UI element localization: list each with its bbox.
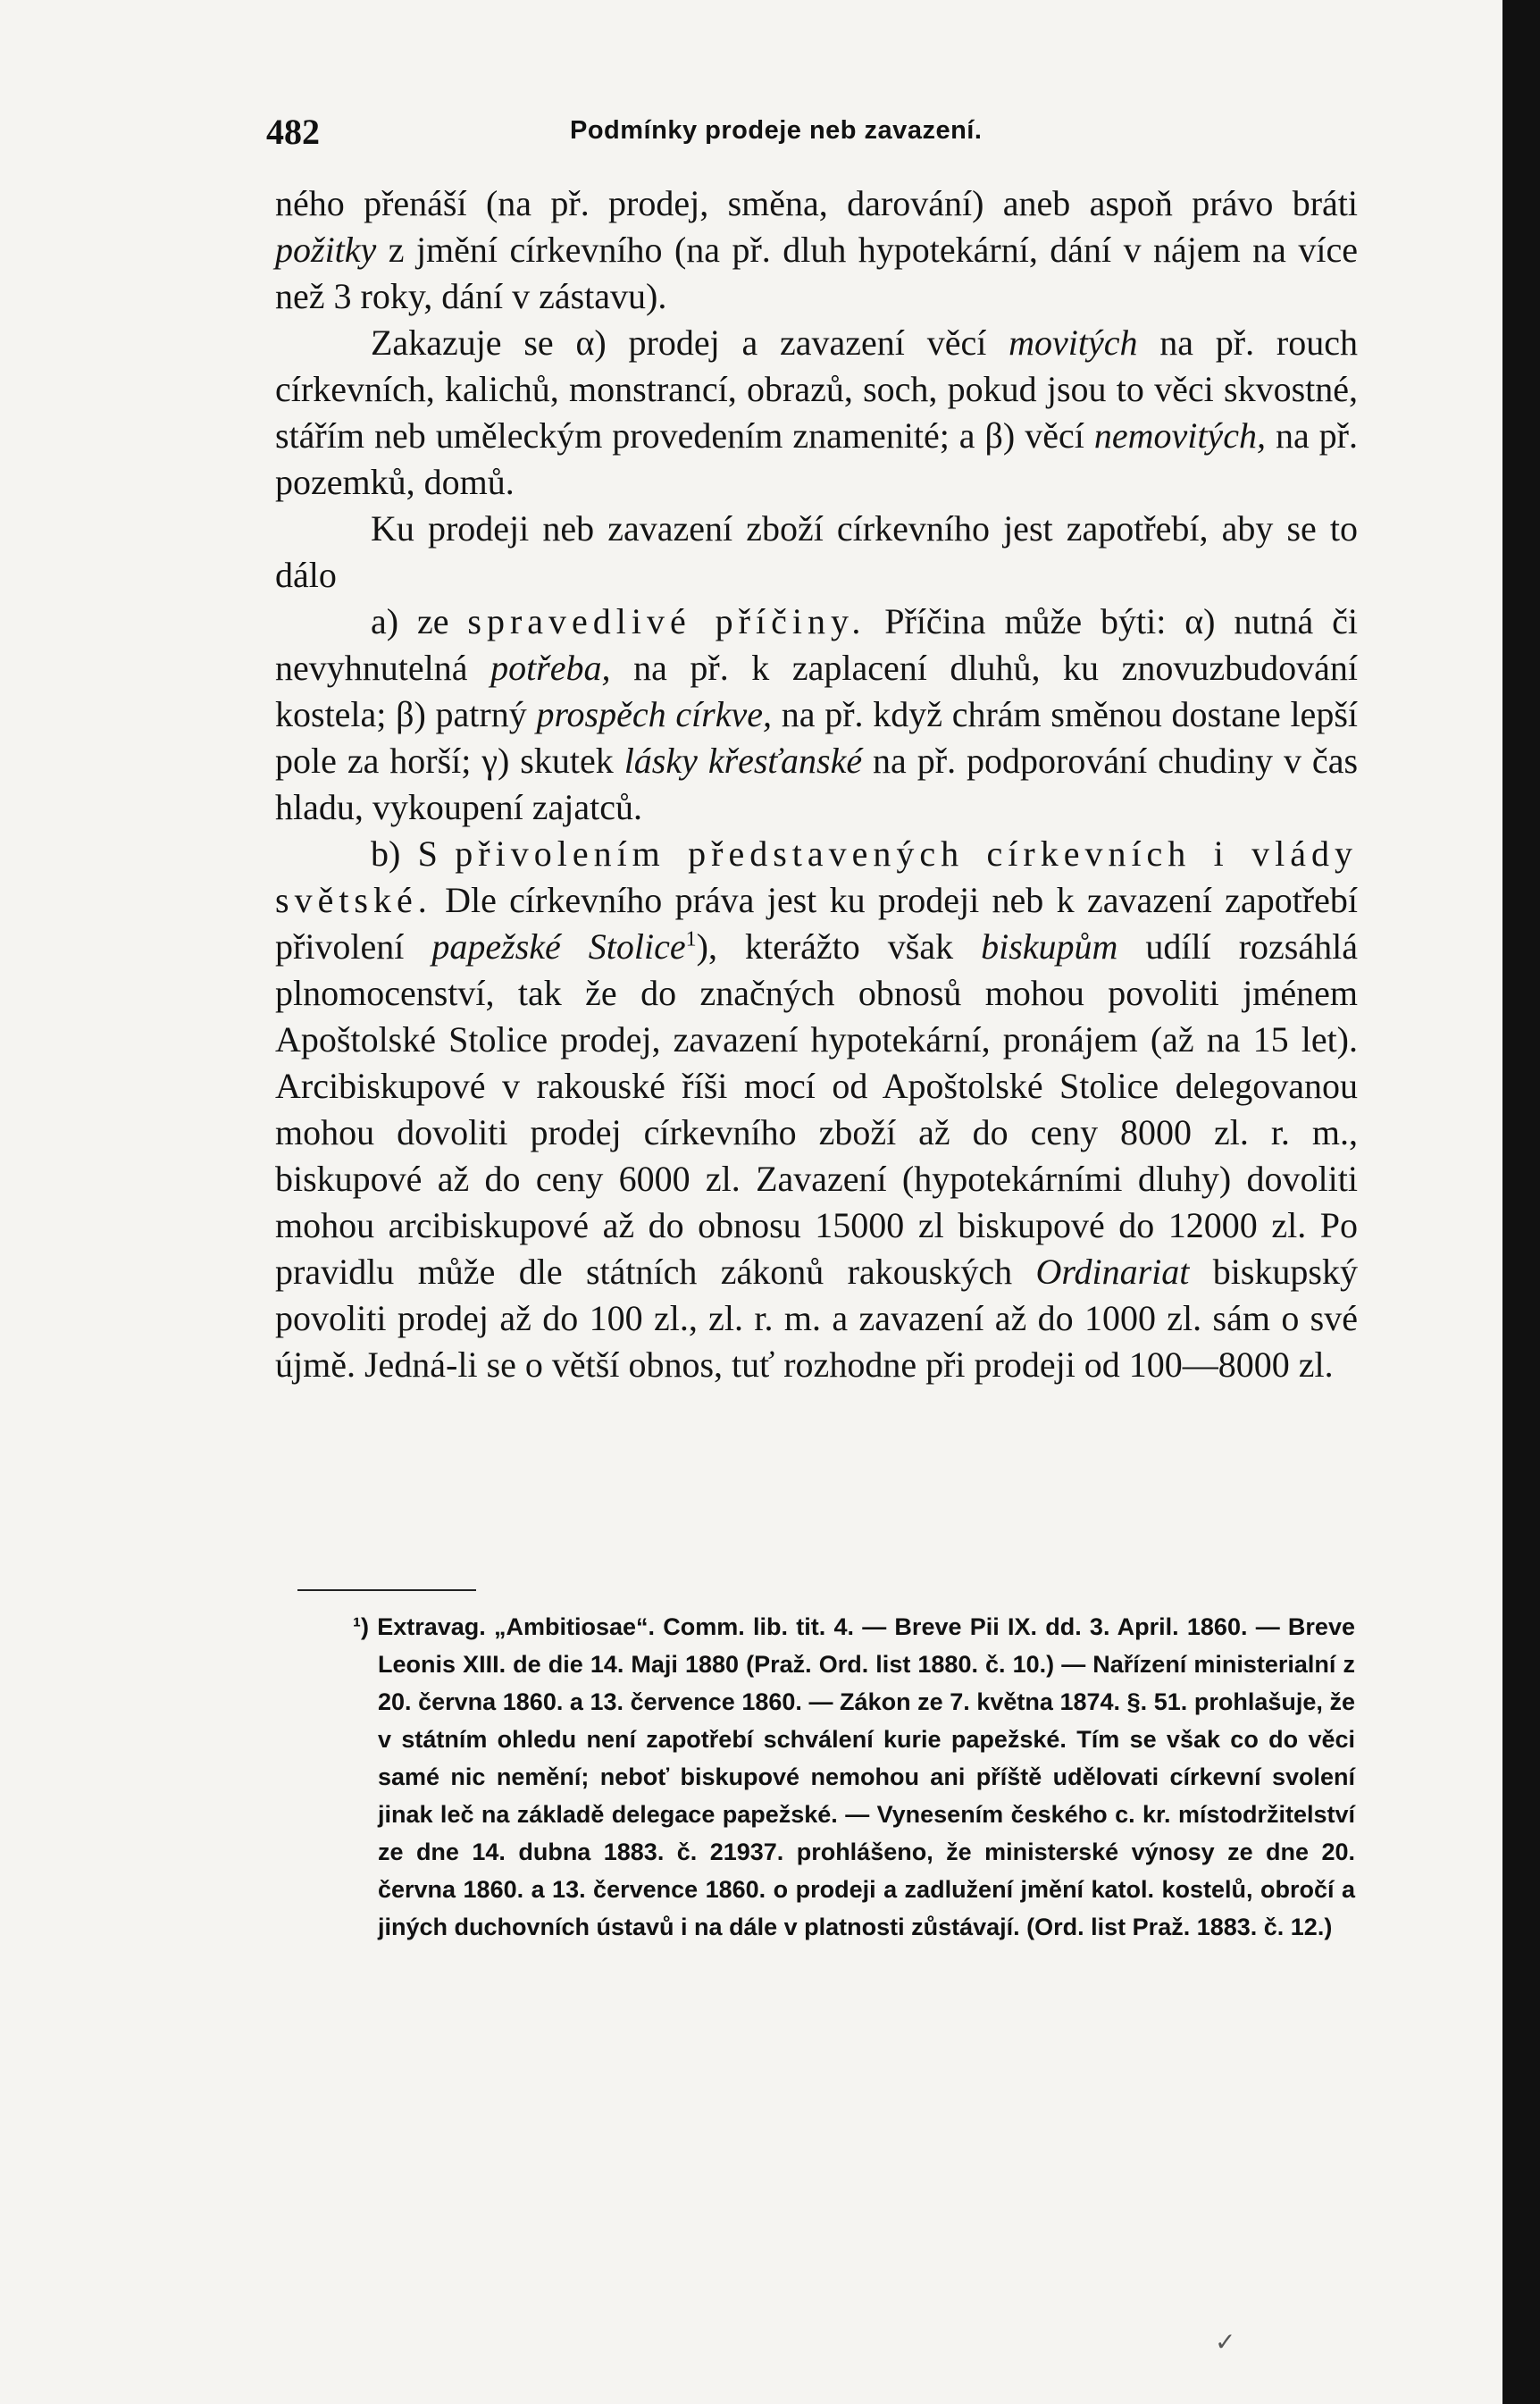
running-title: Podmínky prodeje neb zavazení. <box>570 116 983 145</box>
footnote-marker: ¹) <box>353 1613 369 1640</box>
footnote-1 <box>353 1608 1355 1946</box>
text-run: biskupský povoliti prodej až do 100 zl., zl. r. m. a zavazení až do 1000 zl. sám o své újmě. Jedná-li se o větší obnos, tuť rozhodne při prodeji od 100—8000 zl. <box>275 1252 1359 1385</box>
footnote-reference: 1 <box>685 927 697 951</box>
text-run: Dle církevního práva jest ku prodeji neb k zavazení zapotřebí přivolení <box>275 880 1358 967</box>
text-run: na př. pozemků, domů. <box>275 415 1359 502</box>
paragraph-5 <box>275 831 1358 1388</box>
paragraph-1 <box>275 180 1358 320</box>
text-run: ného přenáší (na př. prodej, směna, darování) aneb aspoň právo bráti <box>275 183 1358 223</box>
italic-run: požitky <box>275 230 377 270</box>
footnote-divider <box>297 1589 476 1591</box>
text-run: b) S <box>371 833 456 874</box>
spaced-run: spravedlivé příčiny. <box>467 601 866 641</box>
italic-run: papežské Stolice <box>431 926 686 967</box>
footnote-text: Extravag. „Ambitiosae“. Comm. lib. tit. 4. — Breve Pii IX. dd. 3. April. 1860. — Breve Leonis XIII. de die 14. Maji 1880 (Praž. Ord. list 1880. č. 10.) — Nařízení ministerialní z 20. června 1860. a 13. července 1860. — Zákon ze 7. května 1874. §. 51. prohlašuje, že v státním ohledu není zapotřebí schválení kurie papežské. Tím se však co do věci samé nic nemění; neboť biskupové nemohou ani příště udělovati církevní svolení jinak leč na základě delegace papežské. — Vynesením českého c. kr. místodržitelství ze dne 14. dubna 1883. č. 21937. prohlášeno, že ministerské výnosy ze dne 20. června 1860. a 13. července 1860. o prodeji a zadlužení jmění katol. kostelů, obročí a jiných duchovních ústavů i na dále v platnosti zůstávají. (Ord. list Praž. 1883. č. 12.) <box>377 1613 1355 1940</box>
italic-run: Ordinariat <box>1035 1252 1190 1292</box>
scan-border <box>1502 0 1540 2404</box>
text-run: na př. k zaplacení dluhů, ku znovuzbudování kostela; β) patrný <box>275 648 1358 734</box>
text-run: udílí rozsáhlá plnomocenství, tak že do značných obnosů mohou povoliti jménem Apoštolské Stolice prodej, zavazení hypotekární, pronájem (až na 15 let). Arcibiskupové v rakouské říši mocí od Apoštolské Stolice delegovanou mohou dovoliti prodej církevního zboží až do ceny 8000 zl. r. m., biskupové až do ceny 6000 zl. Zavazení (hypotekárními dluhy) dovoliti mohou arcibiskupové až do obnosu 15000 zl biskupové do 12000 zl. Po pravidlu může dle státních zákonů rakouských <box>275 926 1358 1292</box>
ink-speck-icon: ✓ <box>1215 2329 1236 2357</box>
text-run: na př. rouch církevních, kalichů, monstrancí, obrazů, soch, pokud jsou to věci skvostné, stářím neb uměleckým provedením znamenité; a β) věcí <box>275 322 1358 456</box>
text-run: na př. když chrám směnou dostane lepší pole za horší; γ) skutek <box>275 694 1358 781</box>
page-header <box>266 107 1358 161</box>
main-text <box>275 180 1358 1388</box>
page-number: 482 <box>266 112 320 152</box>
spaced-run: přivolením představených církevních i vlády světské. <box>275 833 1358 920</box>
text-run: ), kterážto však <box>696 926 982 967</box>
italic-run: nemovitých, <box>1093 415 1266 456</box>
italic-run: prospěch církve, <box>536 694 773 734</box>
text-run: Zakazuje se α) prodej a zavazení věcí <box>371 322 1009 363</box>
italic-run: movitých <box>1009 322 1138 363</box>
text-run: z jmění církevního (na př. dluh hypotekární, dání v nájem na více než 3 roky, dání v zástavu). <box>275 230 1358 316</box>
italic-run: lásky křesťanské <box>624 741 863 781</box>
text-run: na př. podporování chudiny v čas hladu, vykoupení zajatců. <box>275 741 1359 827</box>
paragraph-4 <box>275 599 1358 831</box>
footnotes <box>353 1608 1355 1946</box>
italic-run: potřeba, <box>490 648 611 688</box>
paragraph-2 <box>275 320 1358 506</box>
paragraph-3: Ku prodeji neb zavazení zboží církevního jest zapotřebí, aby se to dálo <box>275 508 1358 595</box>
italic-run: biskupům <box>981 926 1118 967</box>
text-run: Příčina může býti: α) nutná či nevyhnutelná <box>275 601 1358 688</box>
text-run: a) ze <box>371 601 468 641</box>
